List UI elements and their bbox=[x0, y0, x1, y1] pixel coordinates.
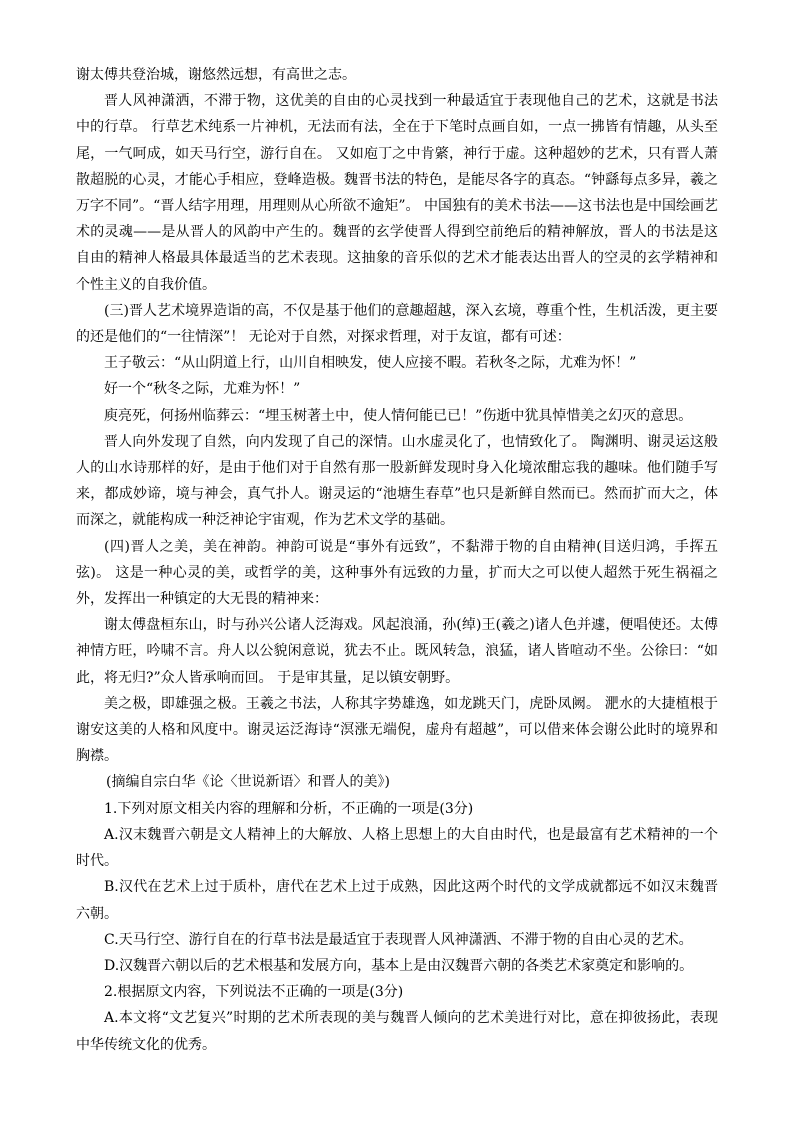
paragraph-4: 好一个“秋冬之际，尤难为怀！” bbox=[104, 381, 301, 398]
paragraph-8: 谢太傅盘桓东山，时与孙兴公诸人泛海戏。风起浪涌，孙(绰)王(羲之)诸人色并遽，便唱使还。太傅神情方旺，吟啸不言。舟人以公貌闲意说，犹去不止。既风转急，浪猛，诸人皆喧动不坐。公徐曰：“如此，将无归?”众人皆承响而回。 于是审其量，足以镇安朝野。 bbox=[76, 617, 718, 686]
paragraph-6: 晋人向外发现了自然，向内发现了自己的深情。山水虚灵化了，也情致化了。 陶渊明、谢灵运这般人的山水诗那样的好，是由于他们对于自然有那一股新鲜发现时身入化境浓酣忘我的趣味。他们随手写来，都成妙谛，境与神会，真气扑人。谢灵运的“池塘生春草”也只是新鲜自然而已。然而扩而大之，体而深之，就能构成一种泛神论宇宙观，作为艺术文学的基础。 bbox=[76, 433, 718, 529]
question-1: 1.下列对原文相关内容的理解和分析，不正确的一项是(3分) bbox=[104, 800, 474, 817]
paragraph-1: 晋人风神潇洒，不滞于物，这优美的自由的心灵找到一种最适宜于表现他自己的艺术，这就是书法中的行草。 行草艺术纯系一片神机，无法而有法，全在于下笔时点画自如，一点一拂皆有情趣，从头至尾，一气呵成，如天马行空，游行自在。 又如庖丁之中肯綮，神行于虚。这种超妙的艺术，只有晋人萧散超脱的心灵，才能心手相应，登峰造极。魏晋书法的特色，是能尽各字的真态。“钟繇每点多异，羲之万字不同”。“晋人结字用理，用理则从心所欲不逾矩”。 中国独有的美术书法——这书法也是中国绘画艺术的灵魂——是从晋人的风韵中产生的。魏晋的玄学使晋人得到空前绝后的精神解放，晋人的书法是这自由的精神人格最具体最适当的艺术表现。这抽象的音乐似的艺术才能表达出晋人的空灵的玄学精神和个性主义的自我价值。 bbox=[76, 93, 718, 293]
source-citation: (摘编自宗白华《论〈世说新语〉和晋人的美》) bbox=[106, 774, 390, 791]
paragraph-2: (三)晋人艺术境界造诣的高，不仅是基于他们的意趣超越，深入玄境，尊重个性，生机活泼，更主要的还是他们的“一往情深”！ 无论对于自然，对探求哲理，对于友谊，都有可述： bbox=[76, 302, 718, 346]
document-page bbox=[76, 62, 718, 1058]
paragraph-3: 王子敬云：“从山阴道上行，山川自相映发，使人应接不暇。若秋冬之际，尤难为怀！” bbox=[104, 355, 637, 372]
question-1-option-a: A.汉末魏晋六朝是文人精神上的大解放、人格上思想上的大自由时代，也是最富有艺术精神的一个时代。 bbox=[76, 826, 718, 870]
question-2-option-a: A.本文将“文艺复兴”时期的艺术所表现的美与魏晋人倾向的艺术美进行对比，意在抑彼扬此，表现中华传统文化的优秀。 bbox=[76, 1010, 718, 1053]
question-1-option-c: C.天马行空、游行自在的行草书法是最适宜于表现晋人风神潇洒、不滞于物的自由心灵的艺术。 bbox=[104, 931, 693, 948]
paragraph-7: (四)晋人之美，美在神韵。神韵可说是“事外有远致”，不黏滞于物的自由精神(目送归鸿，手挥五弦)。 这是一种心灵的美，或哲学的美，这种事外有远致的力量，扩而大之可以使人超然于死生祸福之外，发挥出一种镇定的大无畏的精神来： bbox=[76, 538, 718, 608]
paragraph-9: 美之极，即雄强之极。王羲之书法，人称其字势雄逸，如龙跳天门，虎卧凤阙。 淝水的大捷植根于谢安这美的人格和风度中。谢灵运泛海诗“溟涨无端倪，虚舟有超越”，可以借来体会谢公此时的境界和胸襟。 bbox=[76, 695, 718, 765]
question-1-option-b: B.汉代在艺术上过于质朴，唐代在艺术上过于成熟，因此这两个时代的文学成就都远不如汉末魏晋六朝。 bbox=[76, 879, 718, 922]
question-2: 2.根据原文内容，下列说法不正确的一项是(3分) bbox=[104, 984, 404, 1001]
paragraph-5: 庾亮死，何扬州临葬云：“埋玉树著土中，使人情何能已已！”伤逝中犹具悼惜美之幻灭的意思。 bbox=[104, 407, 693, 424]
paragraph-0: 谢太傅共登治城，谢悠然远想，有高世之志。 bbox=[76, 67, 356, 83]
question-1-option-d: D.汉魏晋六朝以后的艺术根基和发展方向，基本上是由汉魏晋六朝的各类艺术家奠定和影响的。 bbox=[104, 957, 694, 974]
